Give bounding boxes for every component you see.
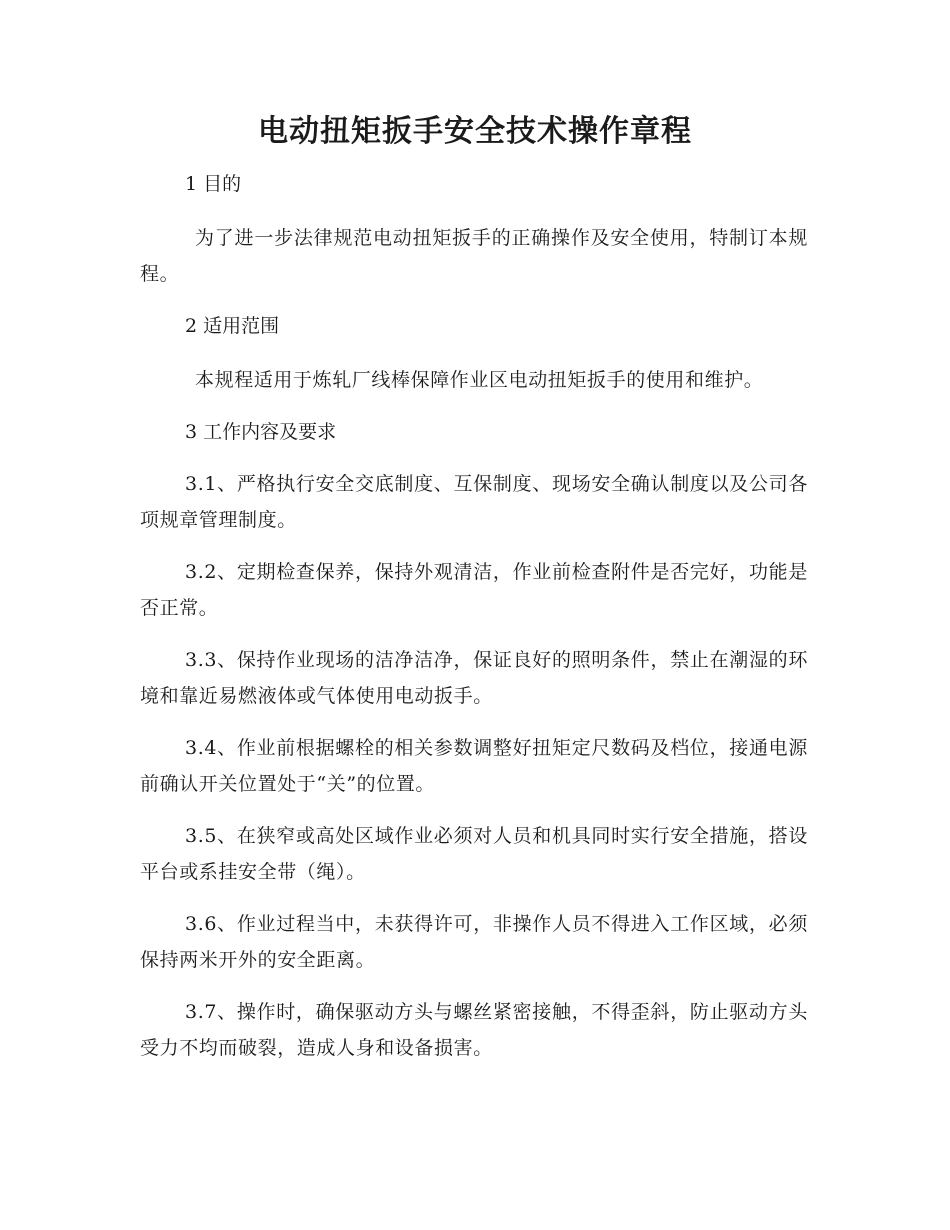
requirement-item: 3.1、严格执行安全交底制度、互保制度、现场安全确认制度以及公司各项规章管理制度。 [140, 473, 808, 531]
requirement-item: 3.4、作业前根据螺栓的相关参数调整好扭矩定尺数码及档位，接通电源前确认开关位置处于“关”的位置。 [140, 737, 808, 795]
section-paragraph-purpose: 为了进一步法律规范电动扭矩扳手的正确操作及安全使用，特制订本规程。 [140, 227, 808, 285]
requirement-item: 3.7、操作时，确保驱动方头与螺丝紧密接触，不得歪斜，防止驱动方头受力不均而破裂，造成人身和设备损害。 [140, 1001, 808, 1059]
section-heading-requirements: 3 工作内容及要求 [185, 421, 337, 443]
document-body [140, 166, 808, 1066]
requirement-item: 3.5、在狭窄或高处区域作业必须对人员和机具同时实行安全措施，搭设平台或系挂安全带（绳）。 [140, 825, 808, 883]
section-heading-purpose: 1 目的 [185, 173, 242, 195]
requirement-item: 3.6、作业过程当中，未获得许可，非操作人员不得进入工作区域，必须保持两米开外的安全距离。 [140, 913, 808, 971]
requirement-item: 3.2、定期检查保养，保持外观清洁，作业前检查附件是否完好，功能是否正常。 [140, 561, 808, 619]
section-heading-scope: 2 适用范围 [185, 315, 280, 337]
requirement-item: 3.3、保持作业现场的洁净洁净，保证良好的照明条件，禁止在潮湿的环境和靠近易燃液体或气体使用电动扳手。 [140, 649, 808, 707]
document-title: 电动扭矩扳手安全技术操作章程 [258, 114, 692, 149]
section-paragraph-scope: 本规程适用于炼轧厂线棒保障作业区电动扭矩扳手的使用和维护。 [195, 369, 764, 391]
